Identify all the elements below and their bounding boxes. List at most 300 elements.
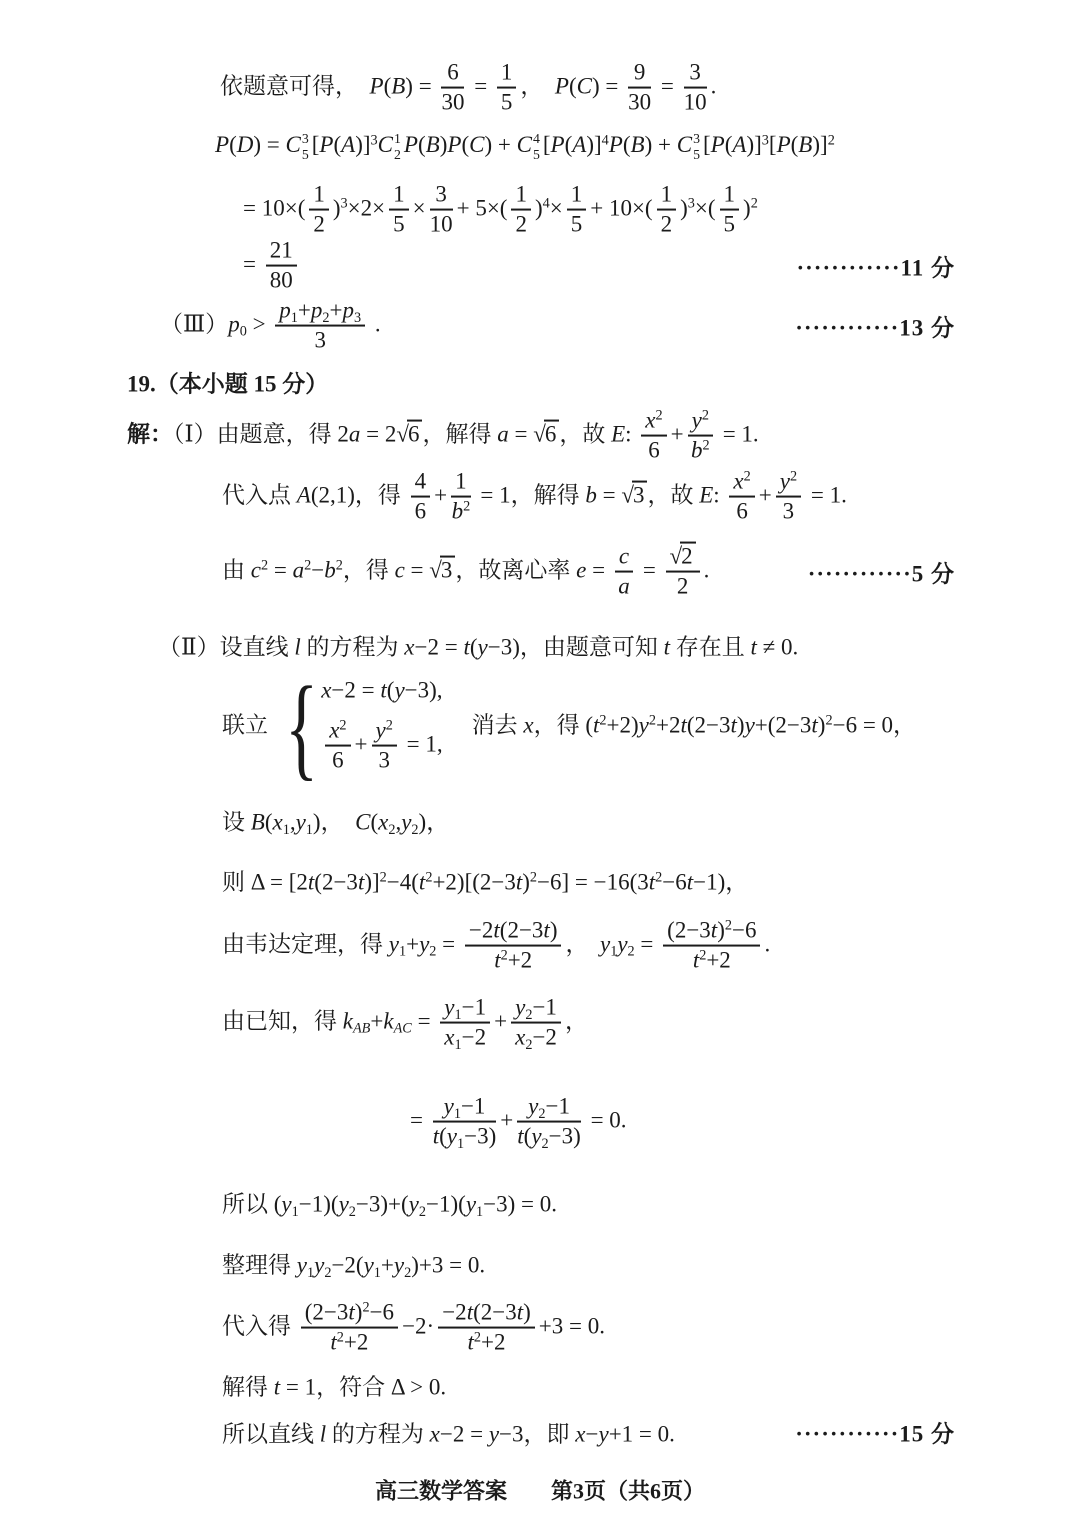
math-var: B <box>798 132 813 158</box>
superscript: 3 <box>761 132 769 149</box>
text-run: ) <box>680 195 688 221</box>
math-var: y <box>393 1252 405 1278</box>
text-run: −3) <box>548 1124 581 1149</box>
math-var: t <box>648 869 656 895</box>
math-var: b <box>324 557 336 583</box>
math-var: b <box>451 499 464 524</box>
math-var: C <box>285 132 301 158</box>
text-run: ) <box>332 195 341 221</box>
math-line-13 <box>0 864 1080 897</box>
math-var: y <box>528 1093 539 1119</box>
text-run: ) + <box>484 132 517 158</box>
text-run: 存在且 <box>670 634 751 660</box>
text-run: ( <box>564 132 573 158</box>
superscript: 2 <box>304 557 312 574</box>
math-var: t <box>663 634 671 660</box>
math-var: y <box>375 717 386 743</box>
text-run: 5 <box>500 90 513 115</box>
text-run: . <box>710 73 717 99</box>
text-run: 1 <box>660 181 673 207</box>
text-run: （Ⅱ）设直线 <box>158 634 295 660</box>
text-run: + <box>500 1107 514 1133</box>
math-var: l <box>319 1421 327 1447</box>
text-run: ) <box>354 1299 363 1325</box>
math-var: b <box>690 438 703 463</box>
math-var: k <box>383 1008 394 1034</box>
superscript: 2 <box>827 132 835 149</box>
math-line-5 <box>0 296 1080 357</box>
text-run: −3) <box>464 1124 497 1149</box>
line-content <box>222 1247 485 1280</box>
math-var: x <box>575 1421 586 1447</box>
system-of-equations <box>274 663 443 791</box>
subscript: 1 <box>291 1203 299 1220</box>
math-var: x <box>404 634 415 660</box>
superscript: 2 <box>743 468 751 485</box>
text-run: −1)( <box>298 1191 339 1217</box>
math-var: P <box>710 132 725 158</box>
text-run: −3)，由题意可知 <box>487 634 664 660</box>
text-run: , <box>395 809 402 835</box>
line-content <box>222 804 449 837</box>
math-var: a <box>292 557 305 583</box>
text-run: ， <box>564 1008 588 1034</box>
text-run: 代入点 <box>222 482 297 508</box>
superscript: 2 <box>599 712 607 729</box>
text-run: ) <box>439 132 448 158</box>
text-run: = 1. <box>716 421 759 447</box>
math-line-6 <box>0 366 1080 399</box>
text-run: ) <box>736 712 745 738</box>
line-content <box>410 1092 627 1153</box>
text-run: ×( <box>694 195 716 221</box>
text-run: 1 <box>455 468 467 494</box>
text-run: （Ⅲ） <box>160 311 229 337</box>
math-var: e <box>576 557 587 583</box>
math-var: P <box>319 132 334 158</box>
math-var: A <box>572 132 587 158</box>
superscript: 2 <box>529 869 538 886</box>
text-run: 1 <box>723 181 736 207</box>
subscript: 2 <box>538 1105 546 1122</box>
text-run: 所以 ( <box>222 1191 282 1217</box>
radical: √6 <box>533 421 559 446</box>
fraction <box>688 408 713 465</box>
text-run: 的方程为 <box>300 634 405 660</box>
math-var: C <box>355 809 371 835</box>
text-run: + <box>370 1008 384 1034</box>
fraction <box>465 918 562 975</box>
math-var: t <box>811 712 818 738</box>
math-var: y <box>408 1191 419 1217</box>
text-run: > <box>246 311 272 337</box>
text-run: 消去 <box>448 712 524 738</box>
text-run: −2 <box>468 917 494 943</box>
math-var: P <box>215 132 230 158</box>
text-run: : <box>713 482 726 508</box>
math-var: y <box>598 1421 609 1447</box>
fraction <box>776 469 801 526</box>
subscript: 1 <box>305 821 313 838</box>
math-var: t <box>593 712 600 738</box>
text-run: ) <box>523 1299 531 1325</box>
stacked-scripts: 3 5 <box>693 131 700 162</box>
math-var: y <box>394 677 405 703</box>
math-var: y <box>295 809 306 835</box>
text-run: ，故 <box>647 482 700 508</box>
math-line-4 <box>0 236 1080 297</box>
text-run: 6 <box>648 438 660 463</box>
subscript: 2 <box>348 1203 356 1220</box>
text-run: −1)， <box>693 869 749 895</box>
subscript: 1 <box>610 943 618 960</box>
fraction <box>641 408 666 465</box>
math-var: y <box>444 994 455 1020</box>
text-run: = <box>508 421 534 447</box>
math-var: y <box>531 1124 542 1149</box>
text-run: )] <box>812 132 828 158</box>
text-run: 代入得 <box>222 1313 297 1339</box>
math-var: t <box>493 917 500 943</box>
math-var: t <box>307 869 315 895</box>
radical: √6 <box>396 421 422 446</box>
fraction <box>615 544 633 601</box>
text-run: − <box>311 557 325 583</box>
fraction <box>663 918 760 975</box>
fraction <box>684 60 707 117</box>
math-var: E <box>699 482 714 508</box>
superscript: 3 <box>687 195 695 212</box>
text-run: : <box>625 421 638 447</box>
line-content <box>222 1369 446 1402</box>
math-var: B <box>425 132 440 158</box>
subscript: 3 <box>354 309 362 326</box>
math-var: t <box>494 948 501 973</box>
math-var: t <box>380 677 387 703</box>
superscript: 2 <box>379 869 387 886</box>
text-run: +3 = 0. <box>538 1313 605 1339</box>
math-var: y <box>363 1252 374 1278</box>
stacked-scripts: 4 5 <box>532 131 540 162</box>
superscript: 2 <box>648 712 656 729</box>
math-var: t <box>515 869 523 895</box>
math-var: P <box>369 73 384 99</box>
text-run: 1 <box>393 181 405 207</box>
superscript: 2 <box>463 499 471 516</box>
text-run: −2( <box>331 1252 364 1278</box>
math-var: x <box>329 717 340 743</box>
text-run: ( <box>370 809 379 835</box>
subscript: 1 <box>306 1264 315 1281</box>
math-var: c <box>618 543 630 569</box>
superscript: 2 <box>655 407 663 424</box>
text-run: ，得 ( <box>533 712 593 738</box>
math-var: y <box>515 994 526 1020</box>
fraction <box>266 238 297 295</box>
math-line-15 <box>0 993 1080 1054</box>
text-run: ( <box>417 132 426 158</box>
math-var: t <box>432 1124 440 1149</box>
superscript: 2 <box>362 1299 370 1316</box>
text-run: ) <box>817 712 826 738</box>
text-run: 6 <box>447 59 459 85</box>
text-run: ( <box>386 677 395 703</box>
fraction <box>628 60 651 117</box>
math-var: x <box>321 677 332 703</box>
math-var: t <box>273 1374 281 1400</box>
math-var: p <box>228 311 240 337</box>
text-run: −3), <box>404 677 443 703</box>
fraction <box>325 718 350 775</box>
subscript: 2 <box>541 1136 549 1153</box>
fraction <box>511 995 561 1052</box>
text-run: = <box>243 251 262 277</box>
math-var: x <box>645 407 656 433</box>
text-run: ) <box>534 195 543 221</box>
text-run: (2−3 <box>314 869 358 895</box>
math-var: B <box>391 73 406 99</box>
math-var: y <box>488 1421 500 1447</box>
text-run: ，故离心率 <box>455 557 577 583</box>
math-var: C <box>377 132 394 158</box>
math-var: P <box>447 132 462 158</box>
text-run: 则 Δ = [2 <box>222 869 308 895</box>
text-run: −6 <box>369 1299 395 1325</box>
superscript: 2 <box>260 557 269 574</box>
text-run: ( <box>523 1124 532 1149</box>
text-run: −6 = 0， <box>832 712 917 738</box>
text-run: 2 <box>515 212 527 237</box>
text-run: 整理得 <box>222 1252 297 1278</box>
text-run: ( <box>622 132 631 158</box>
math-var: x <box>515 1025 526 1050</box>
line-content <box>222 993 588 1054</box>
text-run: = <box>655 73 680 99</box>
superscript: 4 <box>542 195 550 212</box>
text-run: + <box>434 482 448 508</box>
text-run: −6 <box>662 869 687 895</box>
text-run: 6 <box>736 499 748 524</box>
text-run: 依题意可得， <box>220 73 370 99</box>
text-run: ( <box>724 132 733 158</box>
math-line-18 <box>0 1247 1080 1280</box>
math-var: p <box>310 297 323 323</box>
math-var: t <box>517 1124 524 1149</box>
text-run: − <box>585 1421 599 1447</box>
superscript: 2 <box>473 1330 481 1347</box>
text-run: −3) = 0. <box>483 1191 558 1217</box>
text-run: + <box>329 297 343 323</box>
math-line-10 <box>0 629 1080 662</box>
subscript: 1 <box>373 1264 381 1281</box>
text-run: = 1. <box>805 482 847 508</box>
subscript: 1 <box>454 1037 462 1054</box>
text-run: = <box>634 931 660 957</box>
math-var: y <box>281 1191 292 1217</box>
math-var: P <box>403 132 418 158</box>
text-run: +2)[(2−3 <box>432 869 516 895</box>
math-var: y <box>296 1252 307 1278</box>
text-run: ， <box>565 931 600 957</box>
subscript: 2 <box>627 943 635 960</box>
text-run: +2 <box>656 712 681 738</box>
text-run: −3)+( <box>355 1191 409 1217</box>
math-var: t <box>467 1330 474 1355</box>
math-var: b <box>585 482 597 508</box>
text-run: 由 <box>222 557 251 583</box>
superscript: 2 <box>339 717 347 734</box>
math-var: x <box>378 809 389 835</box>
line-content <box>222 663 917 791</box>
subscript: 1 <box>457 1136 465 1153</box>
text-run: (2−3 <box>473 1299 517 1325</box>
text-run: = <box>586 557 611 583</box>
text-run: 5 <box>570 212 583 237</box>
math-line-14 <box>0 916 1080 977</box>
superscript: 2 <box>701 407 709 424</box>
math-var: y <box>401 809 412 835</box>
text-run: −2· <box>402 1313 435 1339</box>
math-var: P <box>608 132 623 158</box>
text-run: 的方程为 <box>326 1421 430 1447</box>
text-run: )] <box>746 132 762 158</box>
math-var: y <box>465 1191 477 1217</box>
math-var: C <box>676 132 693 158</box>
text-run: 3 <box>782 499 795 524</box>
math-var: P <box>550 132 565 158</box>
superscript: 2 <box>825 712 833 729</box>
text-run: = <box>436 931 461 957</box>
subscript: 1 <box>454 1006 462 1023</box>
math-var: y <box>744 712 755 738</box>
line-content <box>222 864 748 897</box>
text-run: )] <box>586 132 602 158</box>
text-run: = 1, <box>400 731 443 757</box>
subscript: 1 <box>453 1105 461 1122</box>
line-content <box>127 366 328 399</box>
math-var: E <box>611 421 626 447</box>
text-run: 2 <box>660 212 673 237</box>
text-run: 所以直线 <box>222 1421 320 1447</box>
text-run: −1 <box>545 1093 570 1119</box>
text-run: 联立 <box>222 712 268 738</box>
stacked-scripts: 3 5 <box>301 131 309 162</box>
math-var: y <box>446 1124 458 1149</box>
math-var: P <box>776 132 791 158</box>
text-run: )] <box>355 132 371 158</box>
text-run: + <box>670 421 684 447</box>
superscript: 2 <box>702 438 710 455</box>
math-var: y <box>779 468 790 494</box>
superscript: 2 <box>750 195 758 212</box>
text-run: 由已知，得 <box>222 1008 343 1034</box>
math-var: t <box>710 917 718 943</box>
math-var: t <box>516 1299 524 1325</box>
superscript: 2 <box>335 557 343 574</box>
score-mark: ············13 分 <box>795 315 955 341</box>
math-var: x <box>429 1421 440 1447</box>
text-run: 80 <box>269 268 293 293</box>
text-run: = <box>411 1008 437 1034</box>
text-run: = 2 <box>360 421 397 447</box>
text-run: 9 <box>633 59 646 85</box>
math-var: k <box>342 1008 353 1034</box>
superscript: 2 <box>724 917 732 934</box>
text-run: 2 <box>676 574 689 599</box>
math-var: C <box>516 132 532 158</box>
text-run: ( <box>333 132 342 158</box>
math-line-9 <box>0 542 1080 603</box>
math-var: D <box>236 132 254 158</box>
subscript: 1 <box>290 309 298 326</box>
text-run: = <box>410 1107 429 1133</box>
radical: √3 <box>621 482 647 507</box>
text-run: 3 <box>689 59 701 85</box>
text-run: ) + <box>644 132 677 158</box>
line-content <box>243 180 758 241</box>
text-run: × <box>549 195 563 221</box>
text-run: + <box>758 482 772 508</box>
text-run: ( <box>469 634 478 660</box>
math-line-2 <box>0 131 1080 163</box>
text-run: 5 <box>723 212 736 237</box>
subscript: 0 <box>239 323 247 340</box>
text-run: + <box>354 731 368 757</box>
math-var: y <box>638 712 649 738</box>
fraction <box>657 182 677 239</box>
fraction <box>451 469 471 526</box>
math-var: p <box>279 297 291 323</box>
text-run: 1 <box>515 181 527 207</box>
math-var: y <box>419 931 430 957</box>
subscript: 2 <box>404 1264 412 1281</box>
text-run: = 1，解得 <box>474 482 586 508</box>
math-var: A <box>341 132 356 158</box>
text-run: 5 <box>393 212 405 237</box>
math-var: y <box>477 634 488 660</box>
math-var: C <box>469 132 485 158</box>
fraction <box>433 1094 497 1151</box>
subscript: 2 <box>388 821 396 838</box>
line-content <box>222 542 709 603</box>
text-run: . <box>369 311 381 337</box>
text-run: [ <box>702 132 711 158</box>
text-run: (2−3 <box>304 1299 349 1325</box>
fraction <box>430 182 453 239</box>
score-mark: ············11 分 <box>796 255 955 281</box>
text-run: 30 <box>441 90 465 115</box>
text-run: + <box>297 297 311 323</box>
fraction <box>411 469 431 526</box>
text-run: −1 <box>532 994 557 1020</box>
text-run: 1 <box>313 181 325 207</box>
fraction <box>441 60 464 117</box>
line-content <box>222 1186 557 1219</box>
text-run: [ <box>768 132 777 158</box>
subscript: 2 <box>525 1006 533 1023</box>
subscript: 2 <box>418 1203 427 1220</box>
math-var: y <box>443 1093 454 1119</box>
text-run: ( <box>439 1124 447 1149</box>
text-run: +2 <box>481 1330 506 1355</box>
text-run: 2 <box>313 212 325 237</box>
superscript: 2 <box>655 869 663 886</box>
math-line-21 <box>0 1416 1080 1449</box>
math-var: y <box>314 1252 325 1278</box>
math-var: B <box>630 132 645 158</box>
text-run: +1 = 0. <box>608 1421 675 1447</box>
text-run: 3 <box>435 181 447 207</box>
